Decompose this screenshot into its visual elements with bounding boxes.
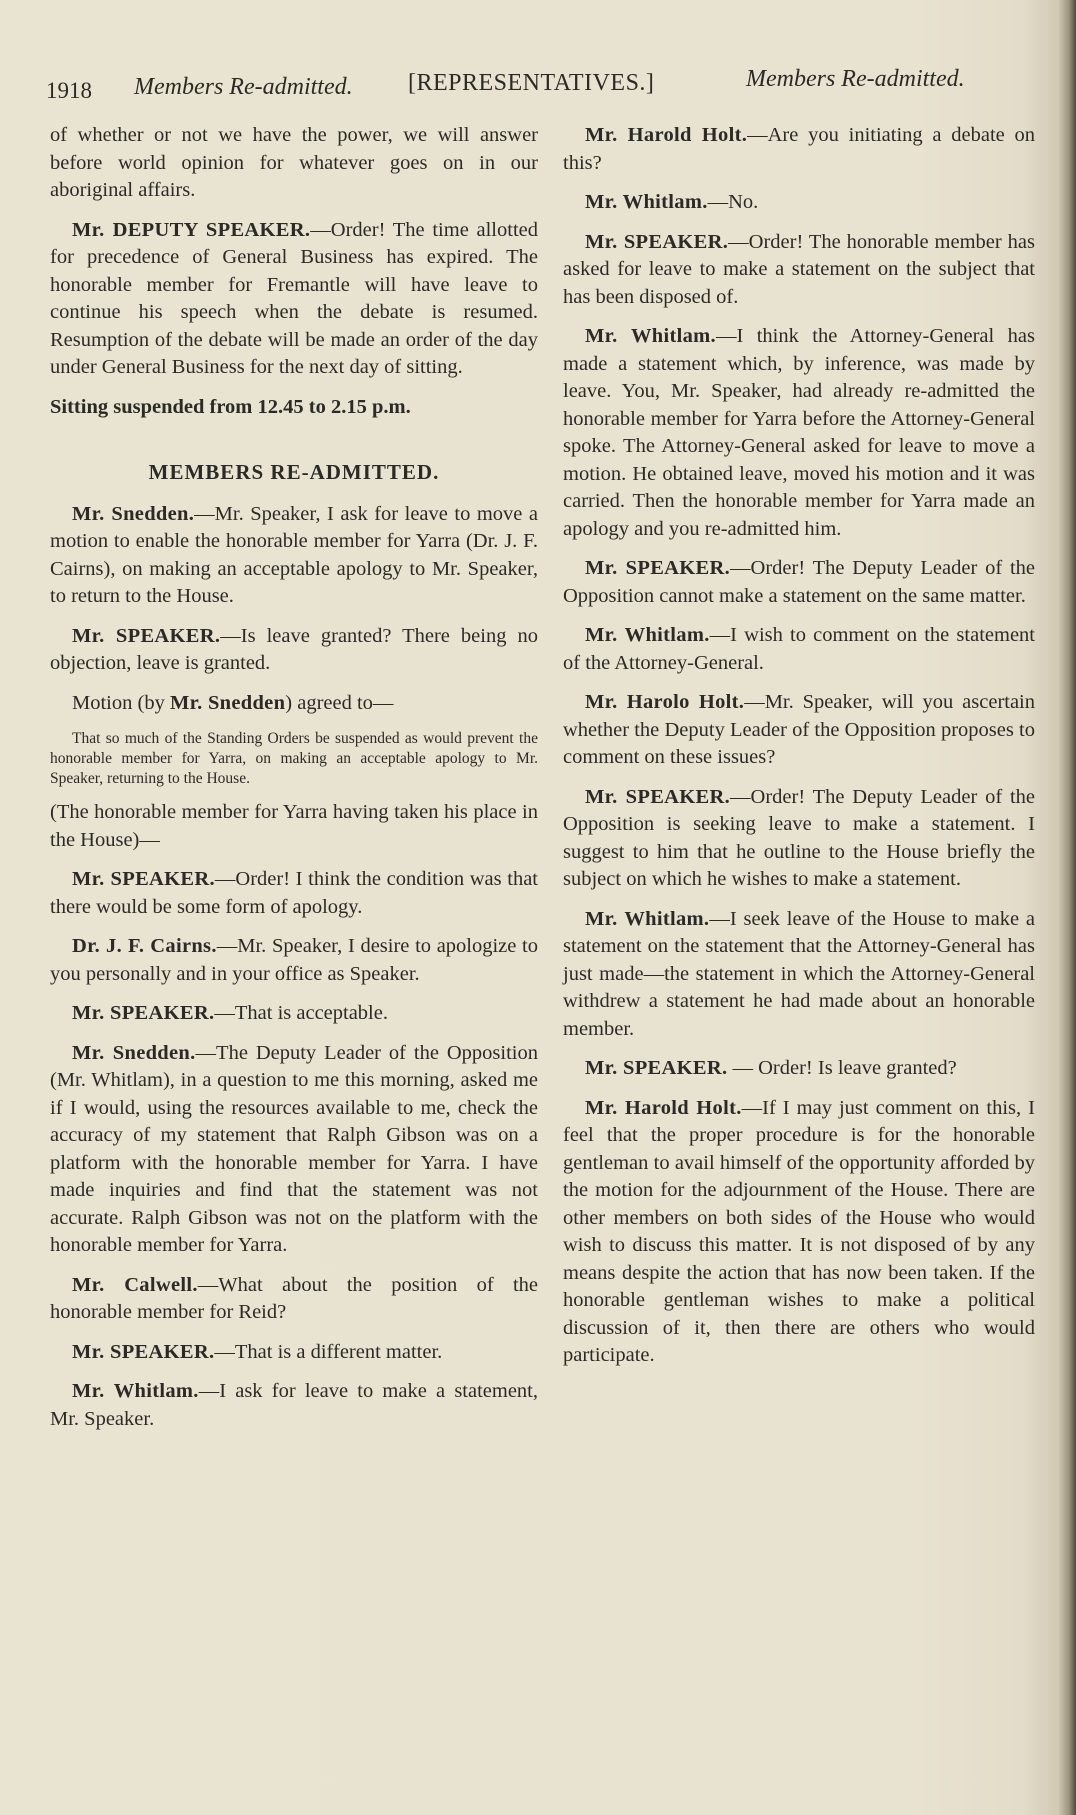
speaker-name: Mr. SPEAKER. (72, 868, 215, 890)
paragraph-text: ) agreed to— (285, 691, 394, 714)
paragraph-text: —Mr. Speaker, I desire to apologize to you personally and in your office as Speaker. (50, 935, 538, 985)
speaker-name: Mr. Whitlam. (585, 624, 710, 646)
paragraph (50, 1272, 538, 1327)
running-title-right: Members Re-admitted. (746, 66, 965, 92)
paragraph (50, 122, 538, 205)
speaker-name: Mr. Whitlam. (585, 191, 708, 213)
paragraph-text: —Order! The honorable member has asked for leave to make a statement on the subject that has been disposed of. (563, 230, 1035, 308)
speaker-name: Mr. SPEAKER. (585, 1057, 728, 1079)
paragraph-text: — Order! Is leave granted? (727, 1057, 957, 1079)
paragraph-text: —If I may just comment on this, I feel that the proper procedure is for the honorable gentleman to avail himself of the opportunity afforded by the motion for the adjournment of the House. There are other members on both sides of the House who would wish to discuss this matter. It is not disposed of by any means despite the action that has now been taken. If the honorable gentleman wishes to make a political discussion of it, then there are others who would participate. (563, 1096, 1035, 1366)
paragraph: (The honorable member for Yarra having taken his place in the House)— (50, 801, 538, 851)
paragraph (50, 866, 538, 921)
paragraph-text: —I wish to comment on the statement of the Attorney-General. (563, 624, 1035, 674)
paragraph-text: —Is leave granted? There being no objection, leave is granted. (50, 624, 538, 674)
speaker-name: Mr. Harolo Holt. (585, 691, 745, 713)
paragraph-text: —Mr. Speaker, I ask for leave to move a motion to enable the honorable member for Yarra (Dr. J. F. Cairns), on making an acceptable apology to Mr. Speaker, to return to the House. (50, 502, 539, 607)
paragraph-text: —Mr. Speaker, will you ascertain whether the Deputy Leader of the Opposition proposes to comment on these issues? (563, 691, 1036, 768)
paragraph (563, 323, 1035, 543)
page-number: 1918 (46, 78, 92, 103)
paragraph-text: of whether or not we have the power, we will answer before world opinion for whatever goes on in our aboriginal affairs. (50, 124, 538, 201)
paragraph (50, 690, 538, 718)
right-column (563, 122, 1035, 1382)
running-title-center: [REPRESENTATIVES.] (408, 70, 655, 96)
paragraph (50, 933, 538, 988)
paragraph (50, 1000, 538, 1028)
paragraph-text: —Order! The time allotted for precedence of General Business has expired. The honorable member for Fremantle will have leave to continue his speech when the debate is resumed. Resumption of the debate will be made an order of the day under General Business for the next day of sitting. (50, 218, 538, 378)
paragraph-text: —Order! The Deputy Leader of the Opposition cannot make a statement on the same matter. (563, 557, 1036, 607)
speaker-name: Mr. SPEAKER. (585, 230, 729, 253)
speaker-name: Mr. Calwell. (72, 1273, 198, 1296)
motion-quote: That so much of the Standing Orders be suspended as would prevent the honorable member for Yarra, on making an acceptable apology to Mr. Speaker, returning to the House. (50, 730, 538, 787)
speaker-name: Mr. SPEAKER. (585, 785, 731, 808)
paragraph (563, 1095, 1035, 1370)
paragraph-text: —Are you initiating a debate on this? (563, 124, 1036, 174)
speaker-name: Mr. SPEAKER. (72, 1002, 215, 1024)
paragraph (563, 229, 1035, 312)
paragraph (563, 784, 1035, 894)
section-heading: MEMBERS RE-ADMITTED. (148, 460, 440, 484)
speaker-name: Mr. Harold Holt. (585, 124, 748, 146)
paragraph (50, 1339, 538, 1367)
paragraph-text: —Order! The Deputy Leader of the Opposition is seeking leave to make a statement. I suggest to him that he outline to the House briefly the subject on which he wishes to make a statement. (563, 785, 1036, 890)
paragraph-text: —I think the Attorney-General has made a statement which, by inference, was made by leave. You, Mr. Speaker, had already re-admitted the honorable member for Yarra before the Attorney-General spoke. The Attorney-General asked for leave to move a motion. He obtained leave, moved his motion and it was carried. Then the honorable member for Yarra made an apology and you re-admitted him. (563, 325, 1035, 540)
speaker-name: Mr. Snedden. (72, 502, 195, 525)
paragraph-text: —I seek leave of the House to make a statement on the statement that the Attorney-General has just made—the statement in which the Attorney-General withdrew a statement he had made about an honorable member. (563, 907, 1036, 1040)
paragraph-text: —What about the position of the honorable member for Reid? (50, 1273, 538, 1323)
paragraph (50, 623, 538, 678)
paragraph (563, 555, 1035, 610)
paragraph (563, 622, 1035, 677)
speaker-name: Mr. Whitlam. (72, 1380, 199, 1402)
sitting-suspended-note: Sitting suspended from 12.45 to 2.15 p.m. (50, 395, 411, 418)
speaker-name: Mr. Snedden. (72, 1041, 196, 1064)
page-header (46, 58, 1046, 108)
paragraph-text: —That is a different matter. (214, 1340, 443, 1363)
speaker-name: Mr. Whitlam. (585, 325, 716, 347)
speaker-name: Mr. Harold Holt. (585, 1096, 742, 1119)
paragraph (563, 189, 1035, 217)
paragraph-text: Motion (by (72, 691, 170, 714)
speaker-name: Mr. Snedden (169, 691, 286, 714)
paragraph (50, 1040, 538, 1260)
speaker-name: Mr. Whitlam. (585, 907, 710, 930)
paragraph (50, 217, 538, 382)
paragraph (563, 122, 1035, 177)
paragraph (563, 906, 1035, 1044)
paragraph-text: —Order! I think the condition was that there would be some form of apology. (50, 868, 538, 918)
paragraph (50, 1378, 538, 1433)
page-binding-edge (1058, 0, 1076, 1815)
paragraph (563, 1055, 1035, 1083)
paragraph (563, 689, 1035, 772)
speaker-name: Mr. SPEAKER. (72, 624, 221, 647)
speaker-name: Dr. J. F. Cairns. (72, 935, 217, 957)
left-column (50, 122, 538, 1445)
paragraph (50, 501, 538, 611)
speaker-name: Mr. SPEAKER. (585, 557, 731, 579)
paragraph-text: —I ask for leave to make a statement, Mr. Speaker. (50, 1380, 539, 1430)
paragraph-text: —That is acceptable. (214, 1002, 388, 1024)
paragraph-text: —The Deputy Leader of the Opposition (Mr. Whitlam), in a question to me this morning, asked me if I would, using the resources available to me, check the accuracy of my statement that Ralph Gibson was on a platform with the honorable member for Yarra. I have made inquiries and find that the statement was not accurate. Ralph Gibson was not on the platform with the honorable member for Yarra. (50, 1041, 538, 1256)
paragraph-text: —No. (707, 191, 759, 213)
running-title-left: Members Re-admitted. (134, 74, 353, 100)
speaker-name: Mr. SPEAKER. (72, 1340, 215, 1363)
speaker-name: Mr. DEPUTY SPEAKER. (72, 218, 311, 241)
